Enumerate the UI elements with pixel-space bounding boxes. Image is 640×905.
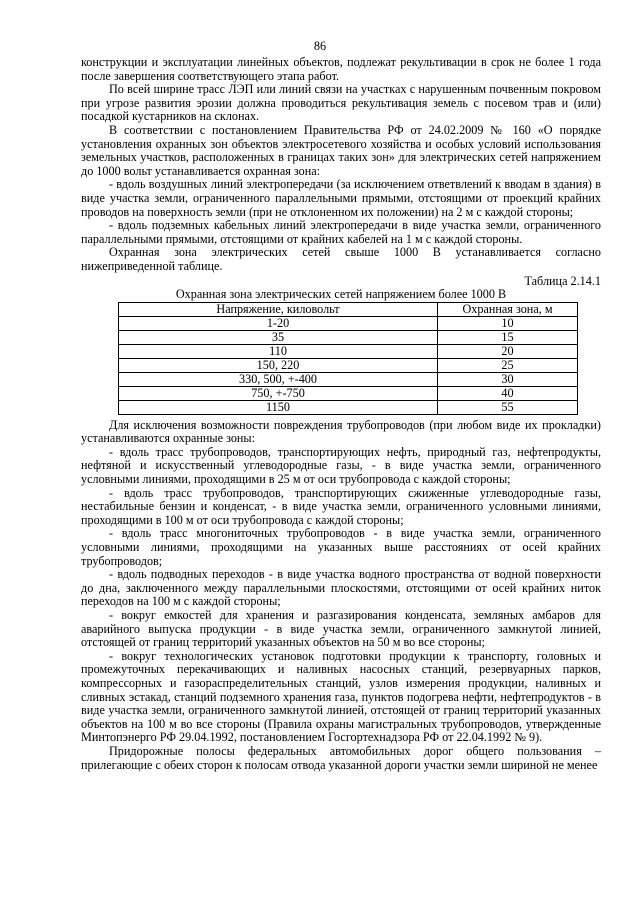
zone-width-cell: 20 <box>438 344 578 358</box>
paragraphs-top <box>81 56 601 274</box>
table-number: Таблица 2.14.1 <box>524 273 601 288</box>
zone-width-cell: 40 <box>438 386 578 400</box>
voltage-cell: 1150 <box>119 400 438 414</box>
table-row <box>119 386 578 400</box>
table-row <box>119 316 578 330</box>
paragraph: конструкции и эксплуатации линейных объектов, подлежат рекультивации в срок не более 1 года после завершения соответствующего этапа работ. <box>81 55 601 83</box>
table-row <box>119 372 578 386</box>
paragraph: - вокруг емкостей для хранения и разгазирования конденсата, земляных амбаров для аварийного выпуска продукции - в виде участка земли, ограниченного замкнутой линией, отстоящей от границ территорий указанных объектов на 50 м во все стороны; <box>81 608 601 650</box>
zone-width-cell: 55 <box>438 400 578 414</box>
zone-width-cell: 25 <box>438 358 578 372</box>
paragraph: В соответствии с постановлением Правительства РФ от 24.02.2009 № 160 «О порядке установления охранных зон объектов электросетевого хозяйства и особых условий использования земельных участков, расположенных в границах таких зон» для электрических сетей напряжением до 1000 вольт устанавливается охранная зона: <box>81 122 601 178</box>
table-header-row <box>119 302 578 316</box>
page-number: 86 <box>313 39 327 53</box>
paragraph: - вдоль трасс многониточных трубопроводов - в виде участка земли, ограниченного условными линиями, проходящими на указанных выше расстояниях от осей крайних трубопроводов; <box>81 526 601 568</box>
document-body <box>81 56 601 772</box>
voltage-cell: 150, 220 <box>119 358 438 372</box>
table-row <box>119 358 578 372</box>
voltage-cell: 35 <box>119 330 438 344</box>
paragraph: По всей ширине трасс ЛЭП или линий связи на участках с нарушенным почвенным покровом при угрозе развития эрозии должна проводиться рекультивация земель с посевом трав и (или) посадкой кустарников на склонах. <box>81 82 601 124</box>
column-header-zone: Охранная зона, м <box>438 302 578 316</box>
voltage-cell: 110 <box>119 344 438 358</box>
paragraphs-bottom <box>81 419 601 772</box>
paragraph: Охранная зона электрических сетей свыше 1000 В устанавливается согласно нижеприведенной таблице. <box>81 245 601 273</box>
table-row <box>119 400 578 414</box>
paragraph: Придорожные полосы федеральных автомобильных дорог общего пользования – прилегающие с обеих сторон к полосам отвода указанной дороги участки земли шириной не менее <box>81 743 601 772</box>
table-row <box>119 344 578 358</box>
table-row <box>119 330 578 344</box>
zone-width-cell: 10 <box>438 316 578 330</box>
paragraph: - вдоль воздушных линий электропередачи (за исключением ответвлений к вводам в здания) в виде участка земли, ограниченного параллельными прямыми, отстоящими от проекций крайних проводов на поверхность земли (при не отклоненном их положении) на 2 м с каждой стороны; <box>81 177 601 219</box>
voltage-cell: 750, +-750 <box>119 386 438 400</box>
protection-zone-table <box>118 302 578 415</box>
column-header-voltage: Напряжение, киловольт <box>119 302 438 316</box>
voltage-cell: 330, 500, +-400 <box>119 372 438 386</box>
paragraph: - вдоль подводных переходов - в виде участка водного пространства от водной поверхности до дна, заключенного между параллельными плоскостями, отстоящими от осей крайних ниток переходов на 100 м с каждой стороны; <box>81 567 601 609</box>
zone-width-cell: 30 <box>438 372 578 386</box>
zone-width-cell: 15 <box>438 330 578 344</box>
table-body <box>119 316 578 414</box>
voltage-cell: 1-20 <box>119 316 438 330</box>
paragraph: Для исключения возможности повреждения трубопроводов (при любом виде их прокладки) устанавливаются охранные зоны: <box>81 417 601 446</box>
paragraph: - вдоль трасс трубопроводов, транспортирующих нефть, природный газ, нефтепродукты, нефтяной и искусственный углеводородные газы, - в виде участка земли, ограниченного условными линиями, проходящими в 25 м от оси трубопровода с каждой стороны; <box>81 444 601 487</box>
paragraph: - вдоль подземных кабельных линий электропередачи в виде участка земли, ограниченного параллельными прямыми, отстоящими от крайних кабелей на 1 м с каждой стороны. <box>81 218 601 246</box>
paragraph: - вдоль трасс трубопроводов, транспортирующих сжиженные углеводородные газы, нестабильные бензин и конденсат, - в виде участка земли, ограниченного условными линиями, проходящими в 100 м от оси трубопровода с каждой стороны; <box>81 485 601 527</box>
table-caption: Охранная зона электрических сетей напряжением более 1000 В <box>175 287 507 302</box>
paragraph: - вокруг технологических установок подготовки продукции к транспорту, головных и промежуточных перекачивающих и наливных насосных станций, резервуарных парков, компрессорных и газораспределительных станций, узлов измерения продукции, наливных и сливных эстакад, станций подземного хранения газа, пунктов подогрева нефти, нефтепродуктов - в виде участка земли, ограниченного замкнутой линией, отстоящей от границ территорий указанных объектов на 100 м во все стороны (Правила охраны магистральных трубопроводов, утвержденные Минтопэнерго РФ 29.04.1992, постановлением Госгортехнадзора РФ от 22.04.1992 № 9). <box>81 648 601 745</box>
